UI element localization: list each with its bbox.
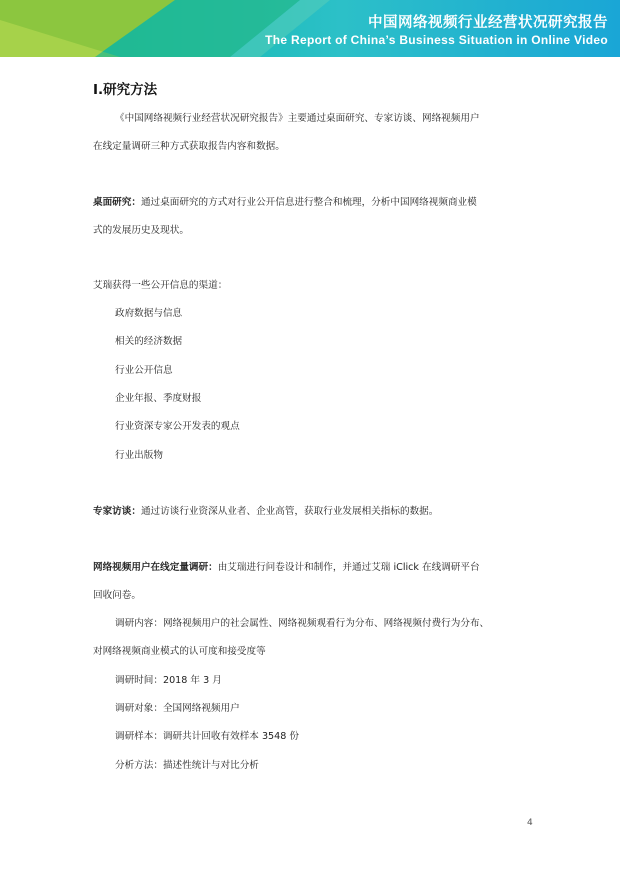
desk-research-label: 桌面研究：	[93, 197, 141, 208]
expert-interview	[93, 503, 438, 517]
section-title: Ⅰ.研究方法	[93, 82, 158, 98]
survey-target: 调研对象：全国网络视频用户	[115, 703, 240, 714]
online-survey-label: 网络视频用户在线定量调研：	[93, 562, 218, 573]
expert-interview-label: 专家访谈：	[93, 506, 141, 517]
online-survey-text: 由艾瑞进行问卷设计和制作，并通过艾瑞 iClick 在线调研平台	[217, 562, 480, 573]
page-number: 4	[527, 818, 533, 828]
desk-research-text: 通过桌面研究的方式对行业公开信息进行整合和梳理，分析中国网络视频商业模	[140, 197, 477, 208]
header-title-en: The Report of China’s Business Situation in Online Video	[265, 33, 608, 47]
intro-line-2: 在线定量调研三种方式获取报告内容和数据。	[93, 141, 285, 152]
channel-item: 相关的经济数据	[115, 336, 183, 347]
channels-intro: 艾瑞获得一些公开信息的渠道：	[93, 280, 228, 291]
desk-research-line-2: 式的发展历史及现状。	[93, 225, 189, 236]
desk-research-line-1	[93, 194, 477, 208]
channel-item: 行业资深专家公开发表的观点	[115, 421, 240, 432]
header-title-cn: 中国网络视频行业经营状况研究报告	[368, 15, 608, 31]
header-banner	[0, 0, 620, 57]
channel-item: 行业出版物	[115, 450, 163, 461]
survey-content-line-2: 对网络视频商业模式的认可度和接受度等	[93, 646, 266, 657]
survey-content-line-1: 调研内容：网络视频用户的社会属性、网络视频观看行为分布、网络视频付费行为分布、	[115, 618, 490, 629]
survey-time: 调研时间：2018 年 3 月	[115, 675, 222, 686]
channel-item: 企业年报、季度财报	[115, 393, 202, 404]
expert-interview-text: 通过访谈行业资深从业者、企业高管，获取行业发展相关指标的数据。	[140, 506, 439, 517]
online-survey-line-1	[93, 559, 480, 573]
channel-item: 政府数据与信息	[115, 308, 183, 319]
survey-method: 分析方法：描述性统计与对比分析	[115, 760, 259, 771]
online-survey-line-2: 回收问卷。	[93, 590, 141, 601]
survey-sample: 调研样本：调研共计回收有效样本 3548 份	[115, 731, 300, 742]
intro-line-1: 《中国网络视频行业经营状况研究报告》主要通过桌面研究、专家访谈、网络视频用户	[115, 113, 480, 124]
channel-item: 行业公开信息	[115, 365, 173, 376]
